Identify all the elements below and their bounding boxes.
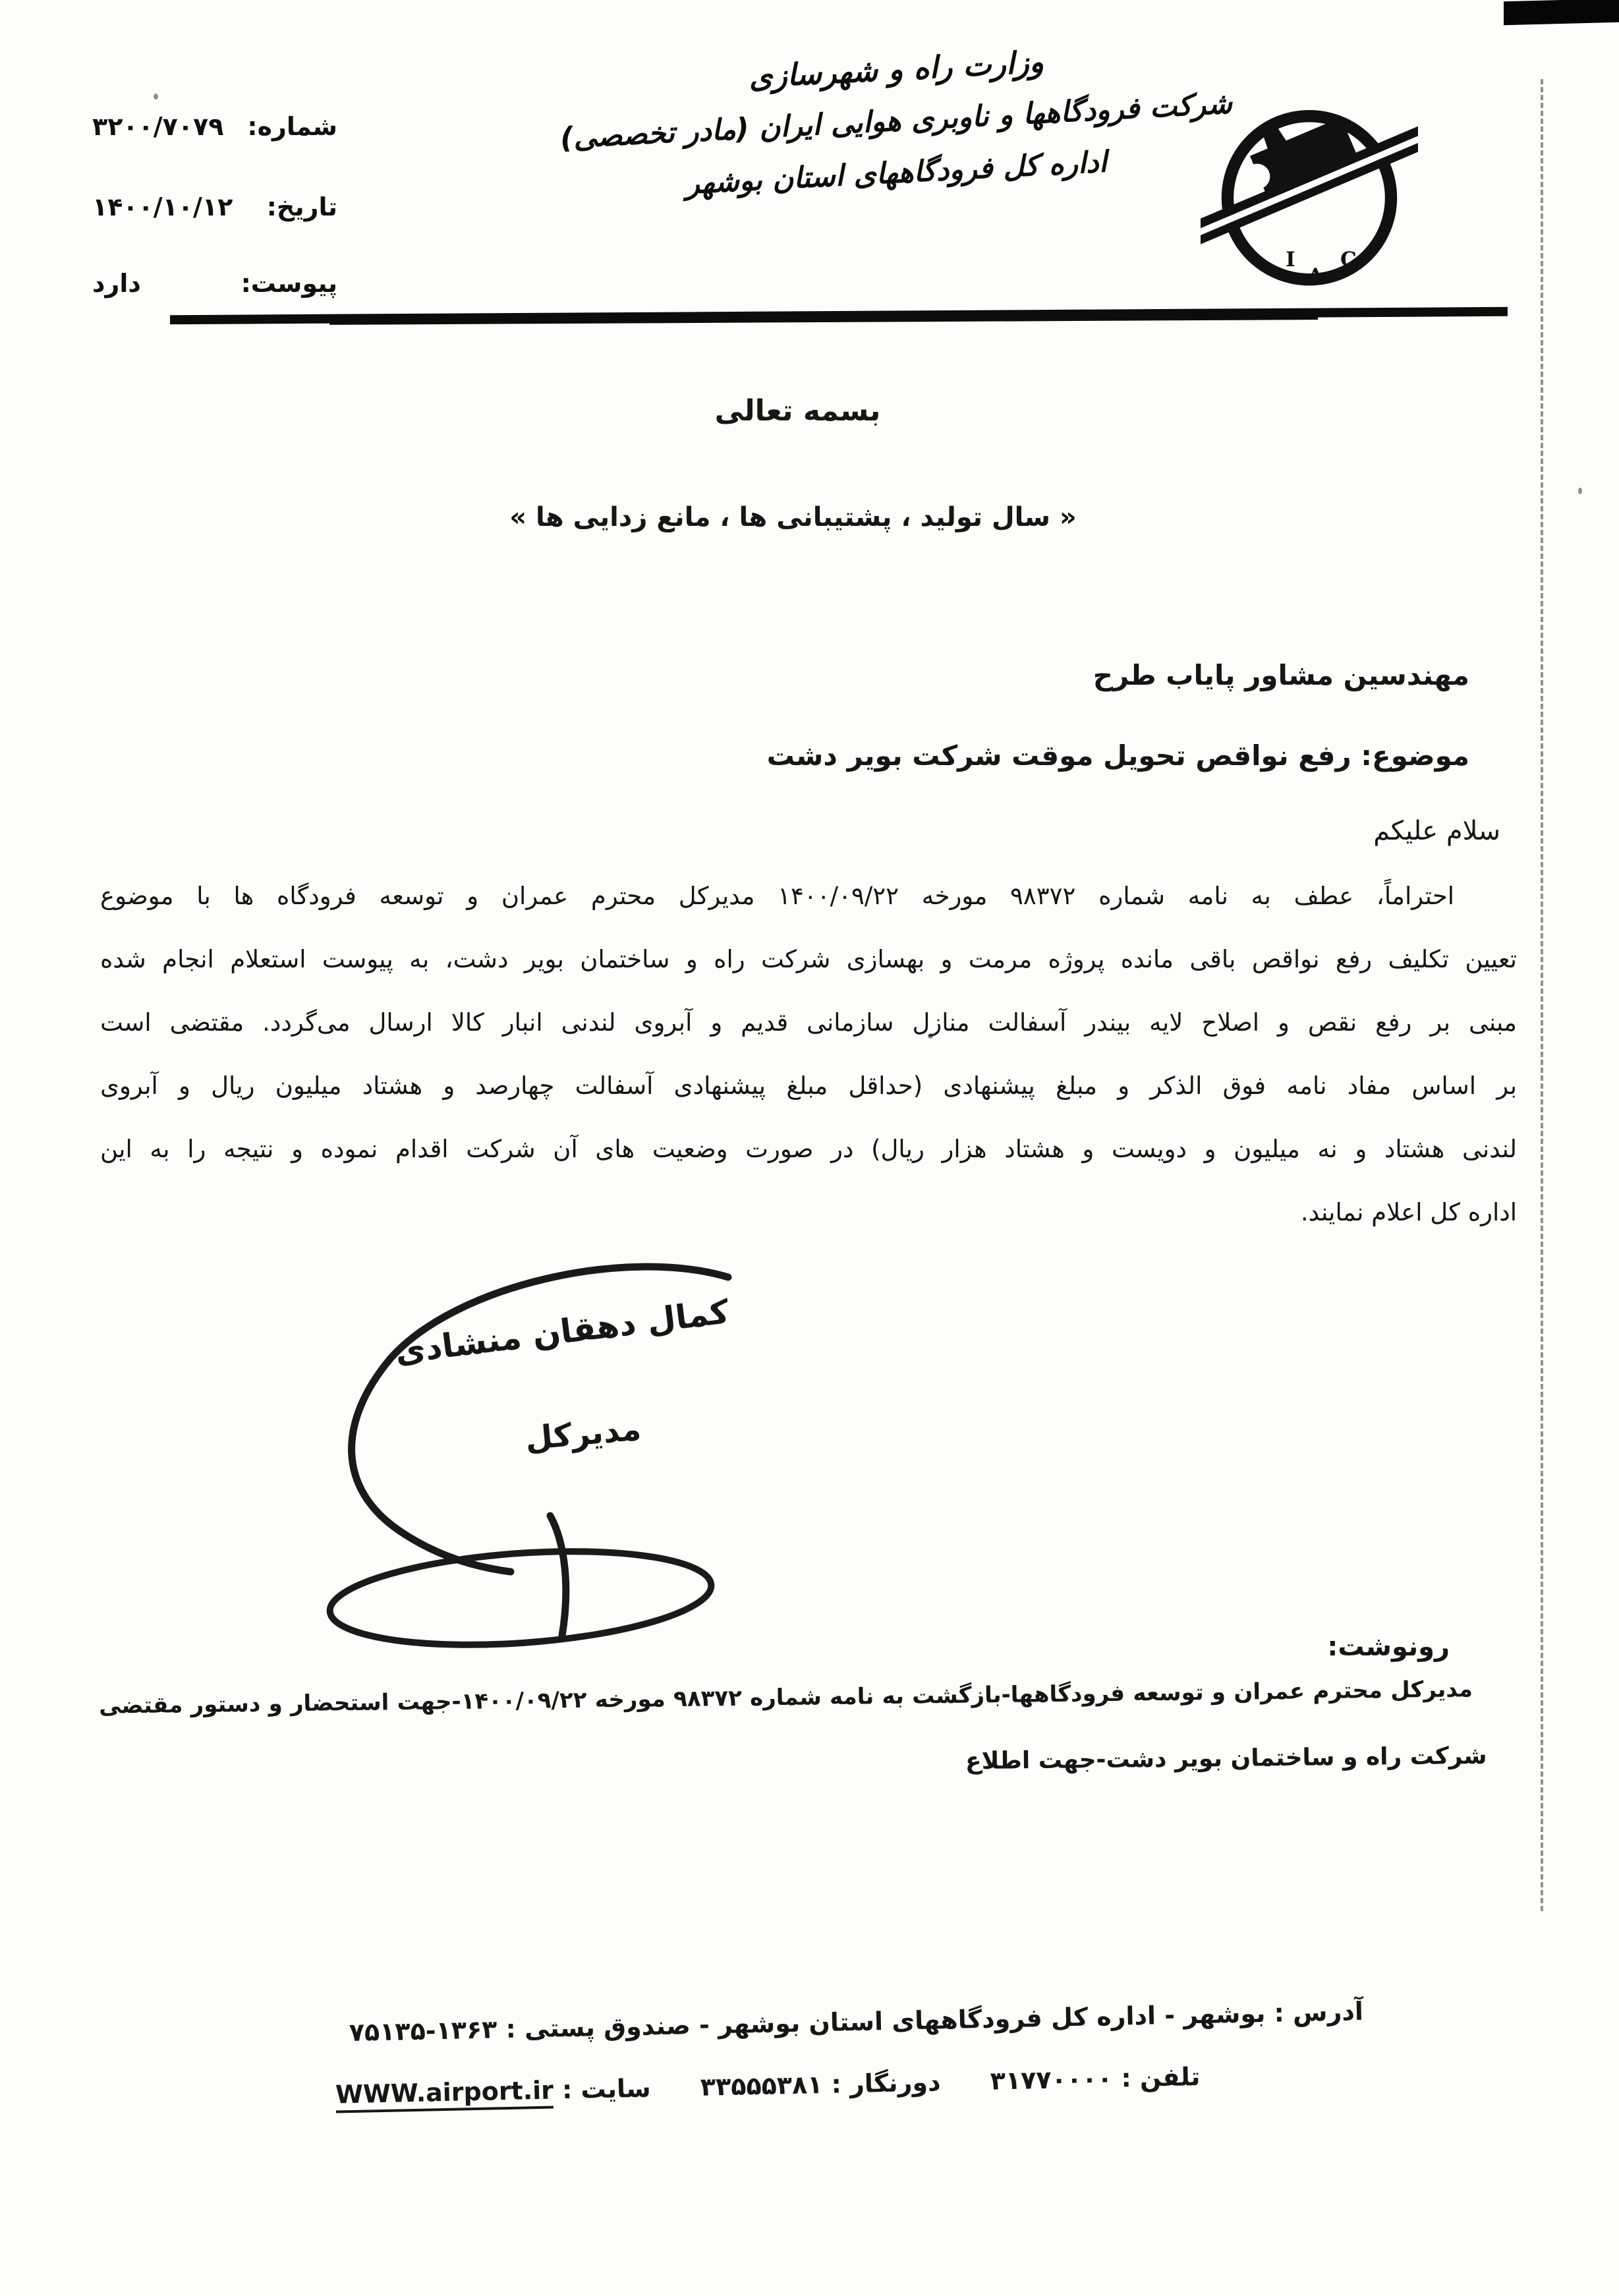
footer-contact-line [335, 2062, 1201, 2112]
scan-speck [154, 94, 158, 100]
body-line-4: بر اساس مفاد نامه فوق الذکر و مبلغ پیشنهادی (حداقل مبلغ پیشنهادی آسفالت چهارصد و هشتاد میلیون ریال و آبروی [100, 1072, 1517, 1100]
ministry-line: وزارت راه و شهرسازی [747, 43, 1045, 95]
body-line-3: مبنی بر رفع نقص و اصلاح لایه بیندر آسفالت منازل سازمانی قدیم و آبروی لندنی انبار کالا ارسال می‌گردد. مقتضی است [100, 1008, 1517, 1037]
letter-number-value: ۳۲۰۰/۷۰۷۹ [92, 112, 224, 141]
letter-date-row [92, 186, 337, 228]
signatory-title: مدیرکل [523, 1410, 643, 1458]
year-slogan: « سال تولید ، پشتیبانی ها ، مانع زدایی ها » [509, 502, 1077, 532]
body-line-6: اداره کل اعلام نمایند. [1300, 1198, 1517, 1226]
page-edge-dashes [1541, 79, 1543, 1911]
company-line: شرکت فرودگاهها و ناوبری هوایی ایران (مادر تخصصی) [559, 86, 1234, 156]
site-value: WWW.airport.ir [335, 2076, 554, 2113]
footer-postal-code: ۷۵۱۳۵-۱۳۶۳ [349, 2015, 497, 2048]
letter-date-label: تاریخ: [266, 192, 337, 221]
body-line-2: تعیین تکلیف رفع نواقص باقی مانده پروژه مرمت و بهسازی شرکت راه و ساختمان بویر دشت، به پیوست استعلام انجام شده [100, 945, 1517, 973]
subject-line: موضوع: رفع نواقص تحویل موقت شرکت بویر دشت [766, 739, 1469, 772]
fax-value: ۳۳۵۵۵۳۸۱ [700, 2070, 823, 2102]
letter-attachment-label: پیوست: [241, 269, 337, 298]
letter-number-row [92, 105, 337, 148]
footer-address-text: آدرس : بوشهر - اداره کل فرودگاههای استان بوشهر - صندوق پستی : [505, 1996, 1364, 2044]
scan-speck [1578, 488, 1582, 494]
office-line: اداره کل فرودگاههای استان بوشهر [684, 145, 1108, 201]
phone-group [990, 2062, 1200, 2096]
body-paragraph [100, 865, 1517, 1244]
footer-address-line [197, 1994, 1515, 2050]
body-line-5: لندنی هشتاد و نه میلیون و دویست و هشتاد هزار ریال) در صورت وضعیت های آن شرکت اقدام نموده و نتیجه را به این [100, 1135, 1517, 1163]
letter-attachment-row [92, 262, 337, 304]
greeting-line: سلام علیکم [1373, 816, 1500, 846]
basmala: بسمه تعالی [714, 394, 881, 428]
phone-label: تلفن : [1121, 2062, 1201, 2093]
letter-date-value: ۱۴۰۰/۱۰/۱۲ [92, 192, 233, 221]
site-group [335, 2073, 652, 2113]
fax-group [700, 2067, 941, 2102]
site-label: سایت : [561, 2073, 652, 2105]
letter-attachment-value: دارد [92, 269, 141, 298]
svg-text:I: I [1286, 247, 1295, 272]
svg-text:A: A [1307, 264, 1324, 288]
recipient-line: مهندسین مشاور پایاب طرح [1093, 659, 1469, 691]
cc-item-2: شرکت راه و ساختمان بویر دشت-جهت اطلاع [965, 1742, 1488, 1775]
iac-logo [1201, 99, 1418, 303]
iac-logo-graphic [1201, 99, 1418, 303]
body-line-1: احتراماً، عطف به نامه شماره ۹۸۳۷۲ مورخه ۱۴۰۰/۰۹/۲۲ مدیرکل محترم عمران و توسعه فرودگاه ها با موضوع [100, 882, 1454, 910]
cc-item-1: مدیرکل محترم عمران و توسعه فرودگاهها-بازگشت به نامه شماره ۹۸۳۷۲ مورخه ۱۴۰۰/۰۹/۲۲-جهت استحضار و دستور مقتضی [98, 1676, 1473, 1719]
cc-heading: رونوشت: [1327, 1632, 1450, 1662]
phone-value: ۳۱۷۷۰۰۰۰ [990, 2063, 1113, 2096]
corner-scan-mark [1504, 0, 1619, 25]
letter-number-label: شماره: [247, 112, 337, 141]
fax-label: دورنگار : [831, 2067, 941, 2099]
letterhead [507, 43, 1285, 201]
signatory-name: کمال دهقان منشادی [393, 1292, 731, 1371]
svg-text:C: C [1340, 247, 1357, 272]
